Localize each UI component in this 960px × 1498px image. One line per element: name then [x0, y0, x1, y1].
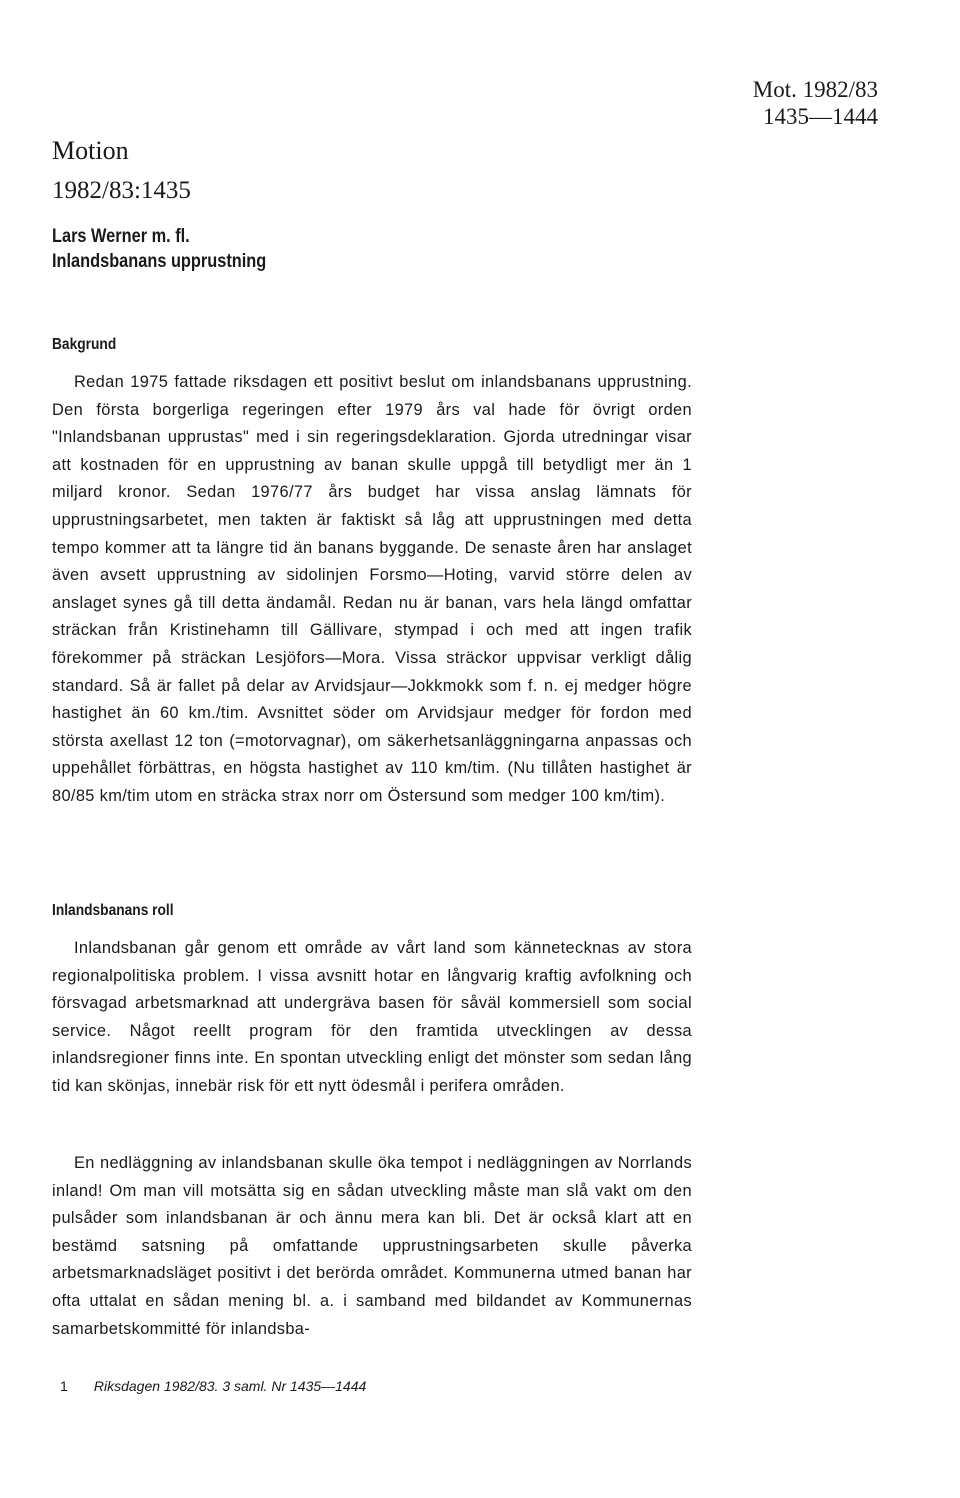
paragraph-bakgrund: Redan 1975 fattade riksdagen ett positivt beslut om inlandsbanans upprustning. Den första borgerliga regeringen efter 1979 års val hade för övrigt orden "Inlandsbanan upprustas" med i sin regeringsdeklaration. Gjorda utredningar visar att kostnaden för en upprustning av banan skulle uppgå till betydligt mer än 1 miljard kronor. Sedan 1976/77 års budget har vissa anslag lämnats för upprustningsarbetet, men takten är faktiskt så låg att upprustningen med detta tempo kommer att ta längre tid än banans byggande. De senaste åren har anslaget även avsett upprustning av sidolinjen Forsmo—Hoting, varvid större delen av anslaget synes gå till detta ändamål. Redan nu är banan, vars hela längd omfattar sträckan från Kristinehamn till Gällivare, stympad i och med att ingen trafik förekommer på sträckan Lesjöfors—Mora. Vissa sträckor uppvisar verkligt dålig standard. Så är fallet på delar av Arvidsjaur—Jokkmokk som f. n. ej medger högre hastighet än 60 km./tim. Avsnittet söder om Arvidsjaur medger för fordon med största axellast 12 ton (=motorvagnar), om säkerhetsanläggningarna anpassas och uppehållet förbättras, en högsta hastighet av 110 km/tim. (Nu tillåten hastighet är 80/85 km/tim utom en sträcka strax norr om Östersund som medger 100 km/tim).: [52, 373, 692, 805]
motion-number: 1982/83:1435: [52, 177, 191, 204]
subject-title: Inlandsbanans upprustning: [52, 251, 267, 272]
motion-year-label: Mot. 1982/83: [752, 77, 878, 102]
footer-reference: Riksdagen 1982/83. 3 saml. Nr 1435—1444: [93, 1378, 367, 1394]
document-title: Motion: [52, 136, 129, 165]
page-footer: [60, 1376, 366, 1396]
section-heading-bakgrund: Bakgrund: [52, 336, 117, 353]
motion-reference-header: [700, 76, 878, 130]
paragraph-roll-1: Inlandsbanan går genom ett område av vårt land som kännetecknas av stora regionalpolitiska problem. I vissa avsnitt hotar en långvarig kraftig avfolkning och försvagad arbetsmarknad att undergräva basen för såväl kommersiell som social service. Något reellt program för den framtida utvecklingen av dessa inlandsregioner finns inte. En spontan utveckling enligt det mönster som sedan lång tid kan skönjas, innebär risk för ett nytt ödesmål i perifera områden.: [52, 939, 692, 1095]
authors: Lars Werner m. fl.: [52, 226, 190, 247]
section-heading-inlandsbanans-roll: Inlandsbanans roll: [52, 902, 174, 919]
page-number: 1: [60, 1378, 68, 1394]
motion-number-range: 1435—1444: [763, 104, 878, 129]
paragraph-roll-2: En nedläggning av inlandsbanan skulle öka tempot i nedläggningen av Norrlands inland! Om man vill motsätta sig en sådan utveckling måste man slå vakt om den pulsåder som inlandsbanan är och ännu mera kan bli. Det är också klart att en bestämd satsning på omfattande upprustningsarbeten skulle påverka arbetsmarknadsläget positivt i det berörda området. Kommunerna utmed banan har ofta uttalat en sådan mening bl. a. i samband med bildandet av Kommunernas samarbetskommitté för inlandsba-: [52, 1154, 692, 1338]
title-block: [52, 136, 191, 206]
